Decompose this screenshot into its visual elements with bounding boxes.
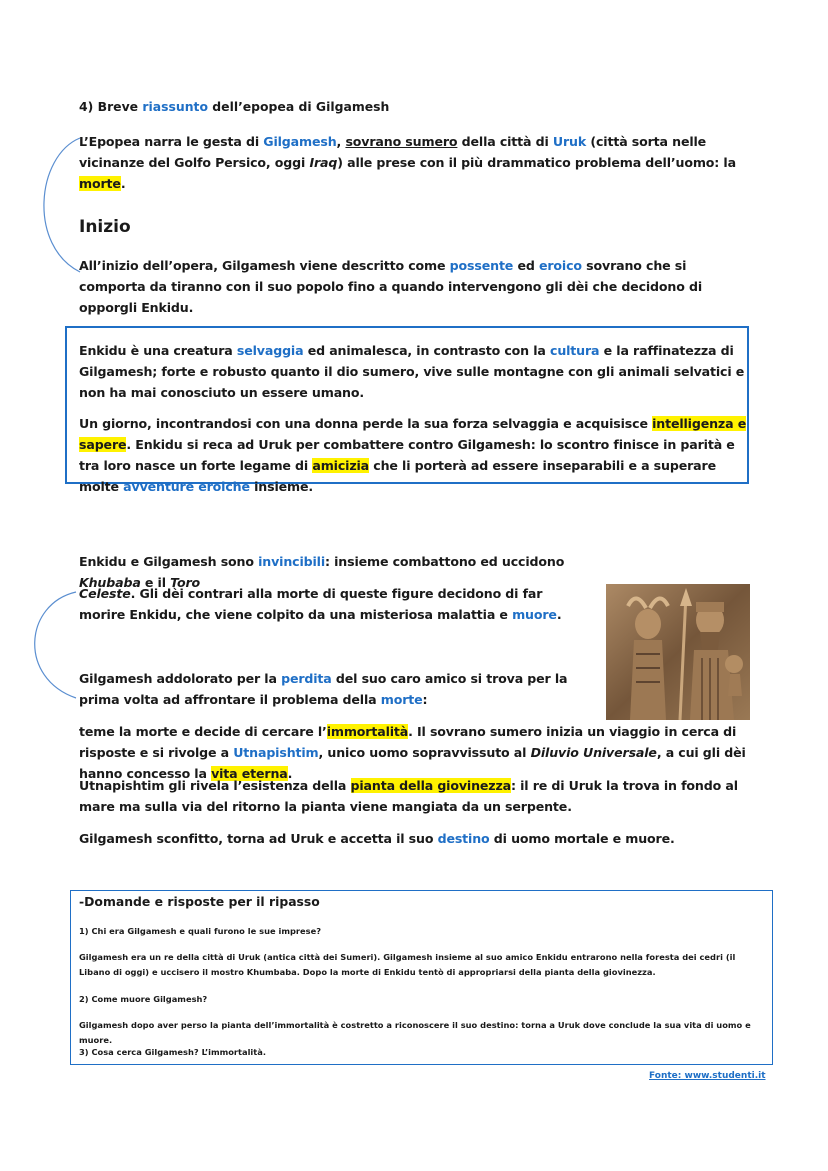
highlight-amicizia: amicizia (312, 458, 370, 473)
keyword-possente: possente (449, 258, 514, 273)
keyword-destino: destino (437, 831, 490, 846)
keyword-morte: morte (380, 692, 423, 707)
qa-question-2: 2) Come muore Gilgamesh? (79, 994, 208, 1004)
enkidu-paragraph-2: Un giorno, incontrandosi con una donna perde la sua forza selvaggia e acquisisce intelligenza e sapere. Enkidu si reca ad Uruk per combattere contro Gilgamesh: lo scontro finisce in parità e tra loro nasce un forte legame di amicizia che li porterà ad essere inseparabili e a superare molte avventure eroiche insieme. (79, 416, 747, 494)
keyword-cultura: cultura (550, 343, 600, 358)
keyword-eroico: eroico (538, 258, 582, 273)
keyword-diluvio-universale: Diluvio Universale (530, 745, 657, 760)
keyword-gilgamesh: Gilgamesh (263, 134, 337, 149)
keyword-invincibili: invincibili (258, 554, 325, 569)
section-title: 4) Breve riassunto dell’epopea di Gilgamesh (79, 99, 390, 114)
qa-answer-2: Gilgamesh dopo aver perso la pianta dell’immortalità è costretto a riconoscere il suo destino: torna a Uruk dove conclude la sua vita di uomo e muore. (79, 1020, 751, 1045)
heading-inizio: Inizio (79, 217, 131, 237)
victory-paragraph-line2: Celeste. Gli dèi contrari alla morte di queste figure decidono di far morire Enkidu, che viene colpito da una misteriosa malattia e muore. (79, 586, 562, 622)
highlight-pianta-giovinezza: pianta della giovinezza (350, 778, 511, 793)
gilgamesh-relief-image (606, 584, 750, 720)
keyword-utnapishtim: Utnapishtim (233, 745, 319, 760)
riassunto-keyword: riassunto (142, 99, 208, 114)
qa-question-1: 1) Chi era Gilgamesh e quali furono le sue imprese? (79, 926, 322, 936)
keyword-toro: Toro (170, 575, 201, 590)
highlight-morte: morte (79, 176, 121, 191)
highlight-vita-eterna: vita eterna (211, 766, 288, 781)
source-link[interactable]: Fonte: www.studenti.it (649, 1071, 766, 1081)
keyword-iraq: Iraq (309, 155, 338, 170)
enkidu-paragraph-1: Enkidu è una creatura selvaggia ed animalesca, in contrasto con la cultura e la raffinatezza di Gilgamesh; forte e robusto quanto il dio sumero, vive sulle montagne con gli animali selvatici e non ha mai conosciuto un essere umano. (79, 343, 745, 400)
grief-paragraph: Gilgamesh addolorato per la perdita del suo caro amico si trova per la prima volta ad affrontare il problema della morte: (79, 671, 568, 707)
utnapishtim-paragraph: Utnapishtim gli rivela l’esistenza della pianta della giovinezza: il re di Uruk la trova in fondo al mare ma sulla via del ritorno la pianta viene mangiata da un serpente. (79, 778, 738, 814)
defeat-paragraph: Gilgamesh sconfitto, torna ad Uruk e accetta il suo destino di uomo mortale e muore. (79, 831, 675, 846)
qa-title: -Domande e risposte per il ripasso (79, 894, 320, 909)
relief-illustration (606, 584, 750, 720)
qa-question-3: 3) Cosa cerca Gilgamesh? L’immortalità. (79, 1047, 266, 1057)
keyword-sovrano-sumero: sovrano sumero (345, 134, 458, 149)
intro-paragraph: L’Epopea narra le gesta di Gilgamesh, sovrano sumero della città di Uruk (città sorta nelle vicinanze del Golfo Persico, oggi Iraq) alle prese con il più drammatico problema dell’uomo: la morte. (79, 134, 736, 191)
connector-arc-bottom (18, 590, 78, 702)
victory-paragraph-line1: Enkidu e Gilgamesh sono invincibili: insieme combattono ed uccidono Khubaba e il Toro (79, 554, 565, 590)
keyword-khubaba: Khubaba (79, 575, 141, 590)
immortality-paragraph: teme la morte e decide di cercare l’immortalità. Il sovrano sumero inizia un viaggio in cerca di risposte e si rivolge a Utnapishtim, unico uomo sopravvissuto al Diluvio Universale, a cui gli dèi hanno concesso la vita eterna. (79, 724, 746, 781)
keyword-uruk: Uruk (552, 134, 587, 149)
highlight-intelligenza: intelligenza e sapere (79, 416, 747, 452)
qa-answer-1: Gilgamesh era un re della città di Uruk (antica città dei Sumeri). Gilgamesh insieme al suo amico Enkidu entrarono nella foresta dei cedri (il Libano di oggi) e uccisero il mostro Khumbaba. Dopo la morte di Enkidu tentò di appropriarsi della pianta della giovinezza. (79, 952, 736, 977)
keyword-perdita: perdita (281, 671, 332, 686)
keyword-celeste: Celeste (79, 586, 131, 601)
inizio-paragraph: All’inizio dell’opera, Gilgamesh viene descritto come possente ed eroico sovrano che si comporta da tiranno con il suo popolo fino a quando intervengono gli dèi che decidono di opporgli Enkidu. (79, 258, 703, 315)
highlight-immortalita: immortalità (326, 724, 409, 739)
keyword-avventure-eroiche: avventure eroiche (123, 479, 250, 494)
keyword-selvaggia: selvaggia (236, 343, 304, 358)
keyword-muore: muore (512, 607, 557, 622)
